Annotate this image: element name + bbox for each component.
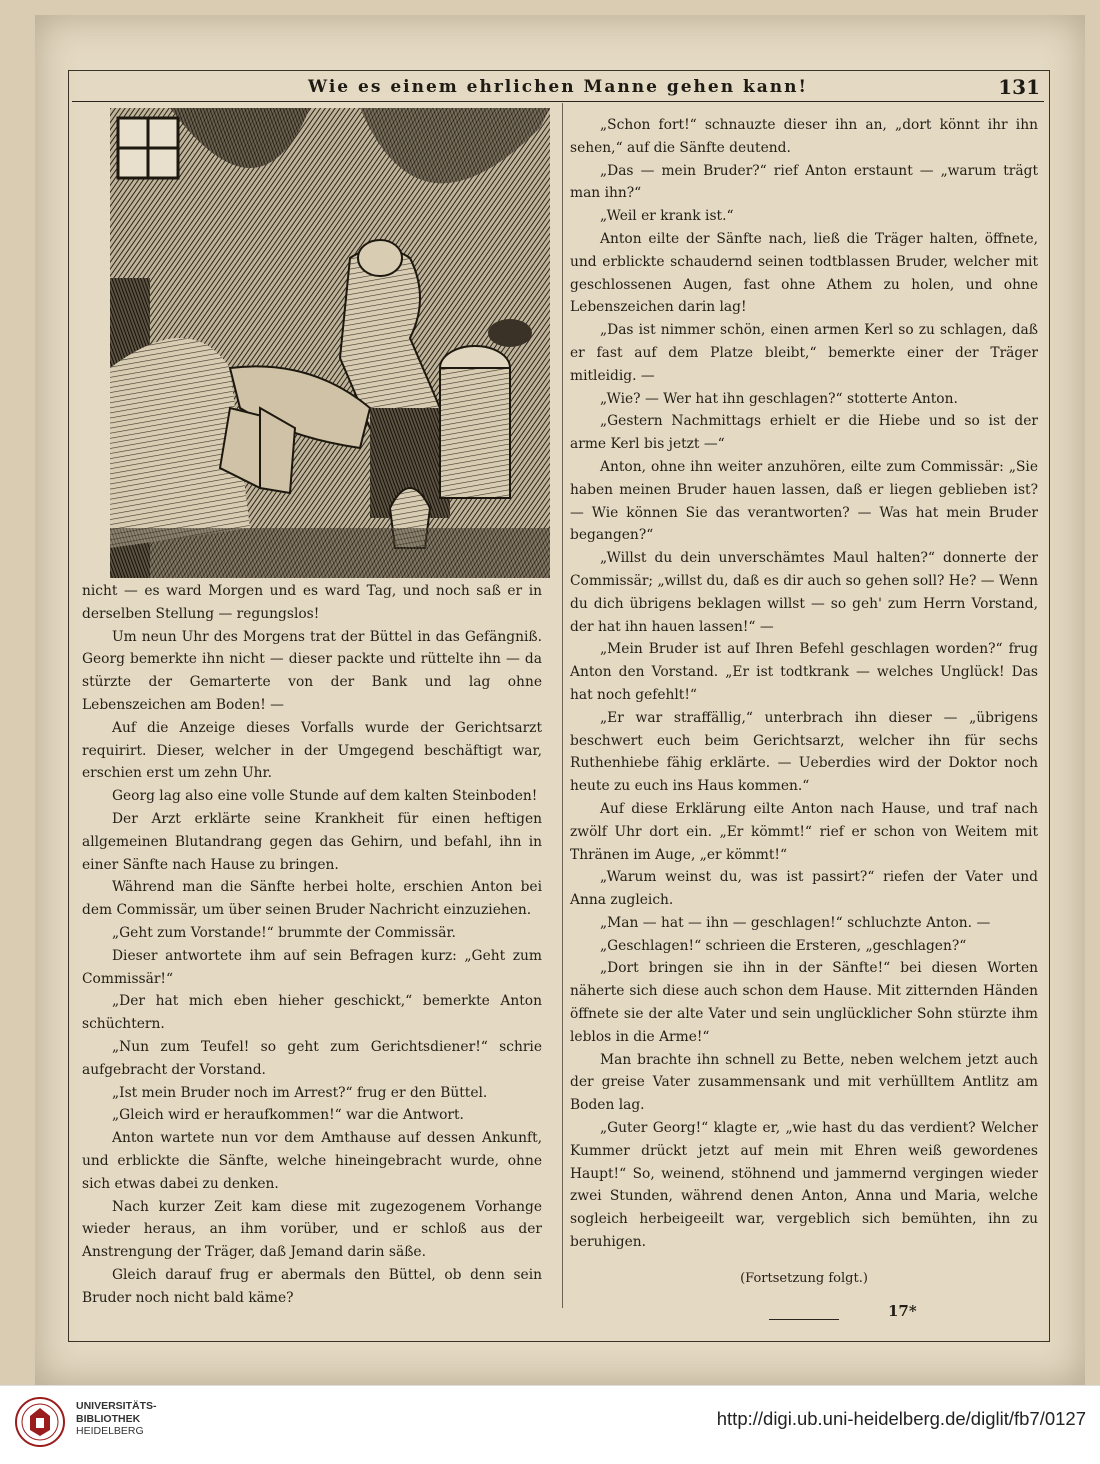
- library-name: [76, 1400, 157, 1438]
- paragraph: Gleich darauf frug er abermals den Büttel, ob denn sein Bruder noch nicht bald käme?: [82, 1266, 542, 1306]
- paragraph: Man brachte ihn schnell zu Bette, neben welchem jetzt auch der greise Vater zusammensank und mit verhülltem Antlitz am Boden lag.: [570, 1051, 1038, 1114]
- paragraph: Nach kurzer Zeit kam diese mit zugezogenem Vorhange wieder heraus, an ihm vorüber, und er schloß aus der Anstrengung der Träger, daß Jemand darin säße.: [82, 1198, 542, 1261]
- paragraph: „Guter Georg!“ klagte er, „wie hast du das verdient? Welcher Kummer drückt jetzt auf mein mit Ehren weiß gewordenes Haupt!“ So, weinend, stöhnend und jammernd vergingen wieder zwei Stunden, während denen Anton, Anna und Maria, welche sogleich herbeigeeilt war, vergeblich sich bemühten, ihn zu beruhigen.: [570, 1120, 1038, 1251]
- permalink-url[interactable]: http://digi.ub.uni-heidelberg.de/diglit/fb7/0127: [716, 1408, 1086, 1429]
- paragraph: „Dort bringen sie ihn in der Sänfte!“ bei diesen Worten näherte sich diese auch schon dem Hause. Mit zitternden Händen öffnete sie der alte Vater und sein unglücklicher Sohn stürzte ihm leblos in die Arme!“: [570, 960, 1038, 1045]
- right-column: [570, 114, 1038, 1320]
- footer-bar: [0, 1385, 1100, 1464]
- paragraph: „Geschlagen!“ schrieen die Ersteren, „geschlagen?“: [600, 937, 967, 954]
- paragraph: Anton, ohne ihn weiter anzuhören, eilte zum Commissär: „Sie haben meinen Bruder hauen lassen, daß er liegen geblieben ist? — Wie können Sie das verantworten? — Was hat mein Bruder begangen?“: [570, 458, 1038, 544]
- paragraph: „Er war straffällig,“ unterbrach ihn dieser — „übrigens beschwert euch beim Gerichtsarzt, welcher ihn für sechs Ruthenhiebe fähig erklärte. — Ueberdies wird der Doktor noch heute zu euch ins Haus kommen.“: [570, 709, 1038, 795]
- paragraph: nicht — es ward Morgen und es ward Tag, und noch saß er in derselben Stellung — regungslos!: [82, 583, 542, 622]
- left-column: [82, 580, 542, 1310]
- paragraph: „Das ist nimmer schön, einen armen Kerl so zu schlagen, daß er fast auf dem Platze bleibt,“ bemerkte einer der Träger mitleidig. —: [570, 322, 1038, 384]
- paragraph: „Gleich wird er heraufkommen!“ war die Antwort.: [112, 1107, 464, 1124]
- paragraph: Auf diese Erklärung eilte Anton nach Hause, und traf nach zwölf Uhr dort ein. „Er kömmt!“ rief er schon von Weitem mit Thränen im Auge, „er kömmt!“: [570, 800, 1038, 863]
- paragraph: „Das — mein Bruder?“ rief Anton erstaunt — „warum trägt man ihn?“: [570, 162, 1038, 202]
- paragraph: „Warum weinst du, was ist passirt?“ riefen der Vater und Anna zugleich.: [570, 869, 1038, 909]
- continuation-note: (Fortsetzung folgt.): [740, 1270, 868, 1286]
- paragraph: „Geht zum Vorstande!“ brummte der Commissär.: [112, 924, 456, 941]
- paragraph: „Schon fort!“ schnauzte dieser ihn an, „dort könnt ihr ihn sehen,“ auf die Sänfte deutend.: [570, 117, 1038, 156]
- paragraph: „Ist mein Bruder noch im Arrest?“ frug er den Büttel.: [112, 1084, 488, 1101]
- page-header: [72, 77, 1044, 102]
- paragraph: „Nun zum Teufel! so geht zum Gerichtsdiener!“ schrie aufgebracht der Vorstand.: [82, 1038, 542, 1078]
- paragraph: „Willst du dein unverschämtes Maul halten?“ donnerte der Commissär; „willst du, daß es dir auch so gehen soll? He? — Wenn du dich übrigens beklagen willst — so geh' zum Herrn Vorstand, der hat ihn hauen lassen!“ —: [570, 550, 1038, 635]
- paragraph: Um neun Uhr des Morgens trat der Büttel in das Gefängniß. Georg bemerkte ihn nicht — dieser packte und rüttelte ihn — da stürzte der Gemarterte von der Bank und lag ohne Lebenszeichen am Boden! —: [82, 628, 542, 713]
- paragraph: „Der hat mich eben hieher geschickt,“ bemerkte Anton schüchtern.: [82, 993, 542, 1033]
- page-number: 131: [998, 75, 1040, 99]
- paragraph: Georg lag also eine volle Stunde auf dem kalten Steinboden!: [112, 788, 538, 805]
- signature-mark: 17*: [888, 1302, 917, 1320]
- end-rule: [769, 1319, 839, 1320]
- column-divider: [562, 103, 563, 1308]
- library-line: UNIVERSITÄTS-: [76, 1400, 157, 1412]
- paragraph: Auf die Anzeige dieses Vorfalls wurde der Gerichtsarzt requirirt. Dieser, welcher in der Umgegend beschäftigt war, erschien erst um zehn Uhr.: [82, 719, 542, 782]
- university-seal-icon: [14, 1396, 66, 1448]
- paragraph: „Man — hat — ihn — geschlagen!“ schluchzte Anton. —: [600, 914, 991, 931]
- paragraph: „Gestern Nachmittags erhielt er die Hiebe und so ist der arme Kerl bis jetzt —“: [570, 413, 1038, 453]
- paragraph: „Mein Bruder ist auf Ihren Befehl geschlagen worden?“ frug Anton den Vorstand. „Er ist todtkrank — welches Unglück! Das hat noch gefehlt!“: [570, 641, 1038, 703]
- paragraph: Anton wartete nun vor dem Amthause auf dessen Ankunft, und erblickte die Sänfte, welche hineingebracht wurde, ohne sich etwas dabei zu denken.: [82, 1130, 542, 1192]
- library-line: BIBLIOTHEK: [76, 1412, 141, 1425]
- running-head: Wie es einem ehrlichen Manne gehen kann!: [308, 77, 808, 97]
- paragraph: Während man die Sänfte herbei holte, erschien Anton bei dem Commissär, um über seinen Bruder Nachricht einzuziehen.: [82, 879, 542, 919]
- paragraph: „Wie? — Wer hat ihn geschlagen?“ stotterte Anton.: [600, 390, 958, 407]
- paragraph: „Weil er krank ist.“: [600, 208, 734, 225]
- library-line: HEIDELBERG: [76, 1425, 144, 1437]
- paragraph: Anton eilte der Sänfte nach, ließ die Träger halten, öffnete, und erblickte schaudernd seinen todtblassen Bruder, welcher mit geschlossenen Augen, fast ohne Athem zu holen, und ohne Lebenszeichen darin lag!: [570, 230, 1038, 316]
- engraving-icon: [110, 108, 550, 578]
- paragraph: Dieser antwortete ihm auf sein Befragen kurz: „Geht zum Commissär!“: [82, 947, 542, 987]
- paragraph: Der Arzt erklärte seine Krankheit für einen heftigen allgemeinen Blutandrang gegen das Gehirn, und befahl, ihn in einer Sänfte nach Hause zu bringen.: [82, 810, 542, 873]
